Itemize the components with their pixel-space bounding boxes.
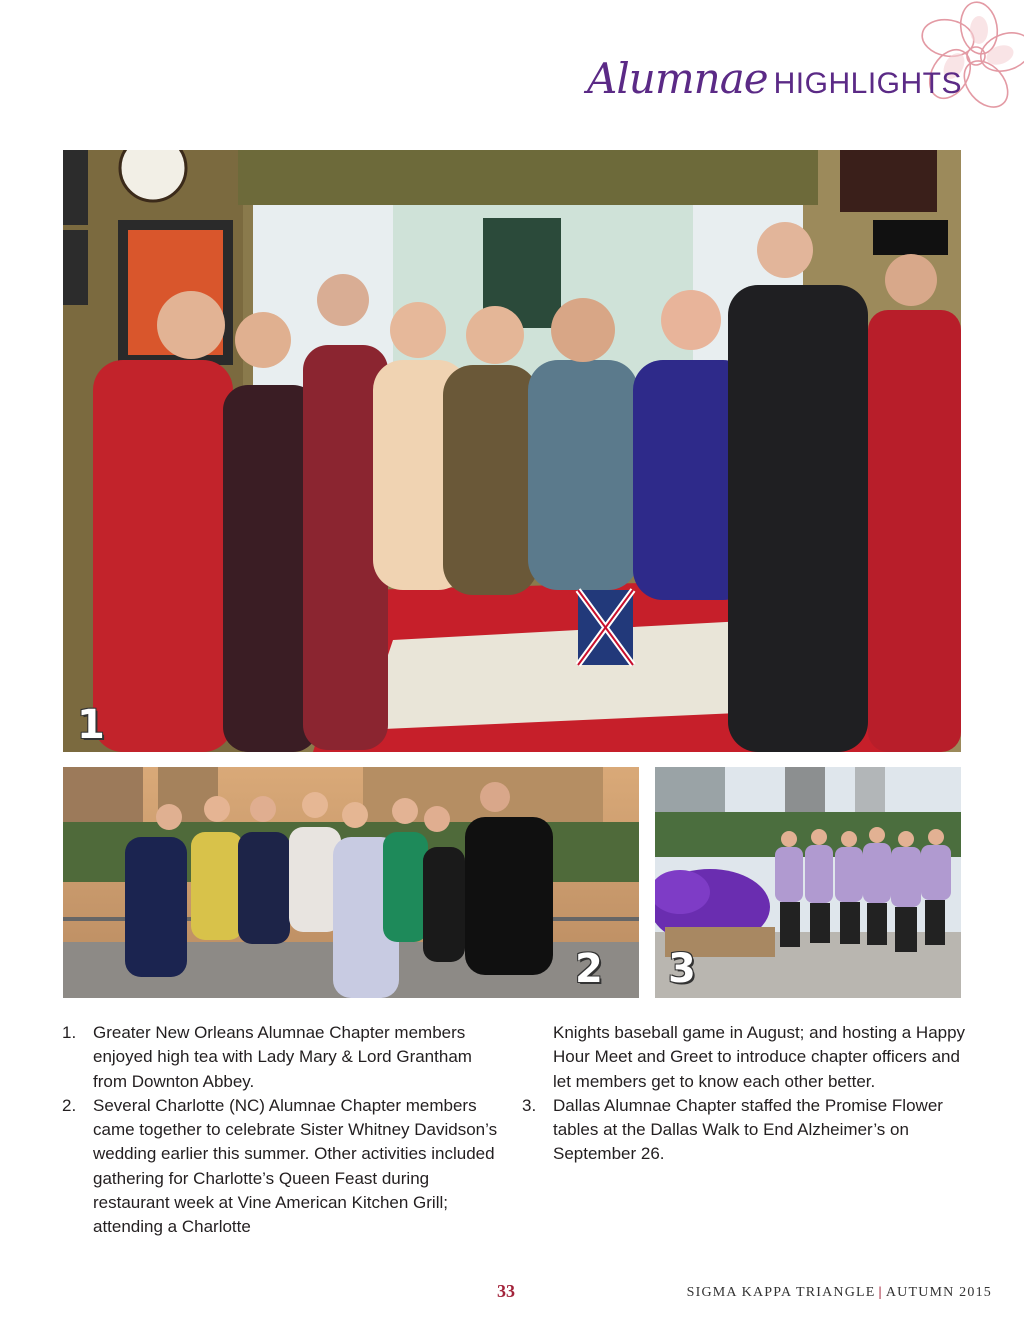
photo-high-tea	[63, 150, 961, 752]
photo-1-number: 1	[77, 702, 105, 748]
title-script: Alumnae	[587, 54, 768, 103]
caption-column-left	[62, 1021, 502, 1240]
photo-3-number: 3	[668, 946, 696, 992]
caption-index: 1.	[62, 1023, 77, 1042]
caption-text: Knights baseball game in August; and hosting a Happy Hour Meet and Greet to introduce chapter officers and let members get to know each other better.	[553, 1023, 966, 1091]
photo-wedding-group	[63, 767, 639, 998]
page-number: 33	[497, 1281, 515, 1301]
caption-item-1	[62, 1021, 502, 1094]
caption-text: Dallas Alumnae Chapter staffed the Promise Flower tables at the Dallas Walk to End Alzheimer’s on September 26.	[553, 1095, 943, 1164]
caption-column-right	[522, 1021, 967, 1167]
running-footer	[687, 1285, 992, 1301]
photo-2-number: 2	[575, 946, 603, 992]
caption-item-2	[62, 1094, 502, 1240]
caption-item-3	[522, 1094, 967, 1167]
footer-separator: |	[878, 1285, 883, 1300]
publication-name: SIGMA KAPPA TRIANGLE	[686, 1285, 876, 1300]
caption-text: Greater New Orleans Alumnae Chapter members enjoyed high tea with Lady Mary & Lord Grantham from Downton Abbey.	[93, 1023, 472, 1091]
caption-index: 3.	[522, 1095, 537, 1115]
caption-text: Several Charlotte (NC) Alumnae Chapter members came together to celebrate Sister Whitney Davidson’s wedding earlier this summer. Other activities included gathering for Charlotte’s Queen Feast during restaurant week at Vine American Kitchen Grill; attending a Charlotte	[93, 1095, 498, 1237]
caption-index: 2.	[62, 1095, 77, 1115]
issue-label: AUTUMN 2015	[885, 1285, 992, 1300]
page-title	[587, 54, 962, 103]
title-caps: HIGHLIGHTS	[773, 67, 962, 100]
photo-promise-flower-tables	[655, 767, 961, 998]
caption-item-2-continued	[522, 1021, 967, 1094]
